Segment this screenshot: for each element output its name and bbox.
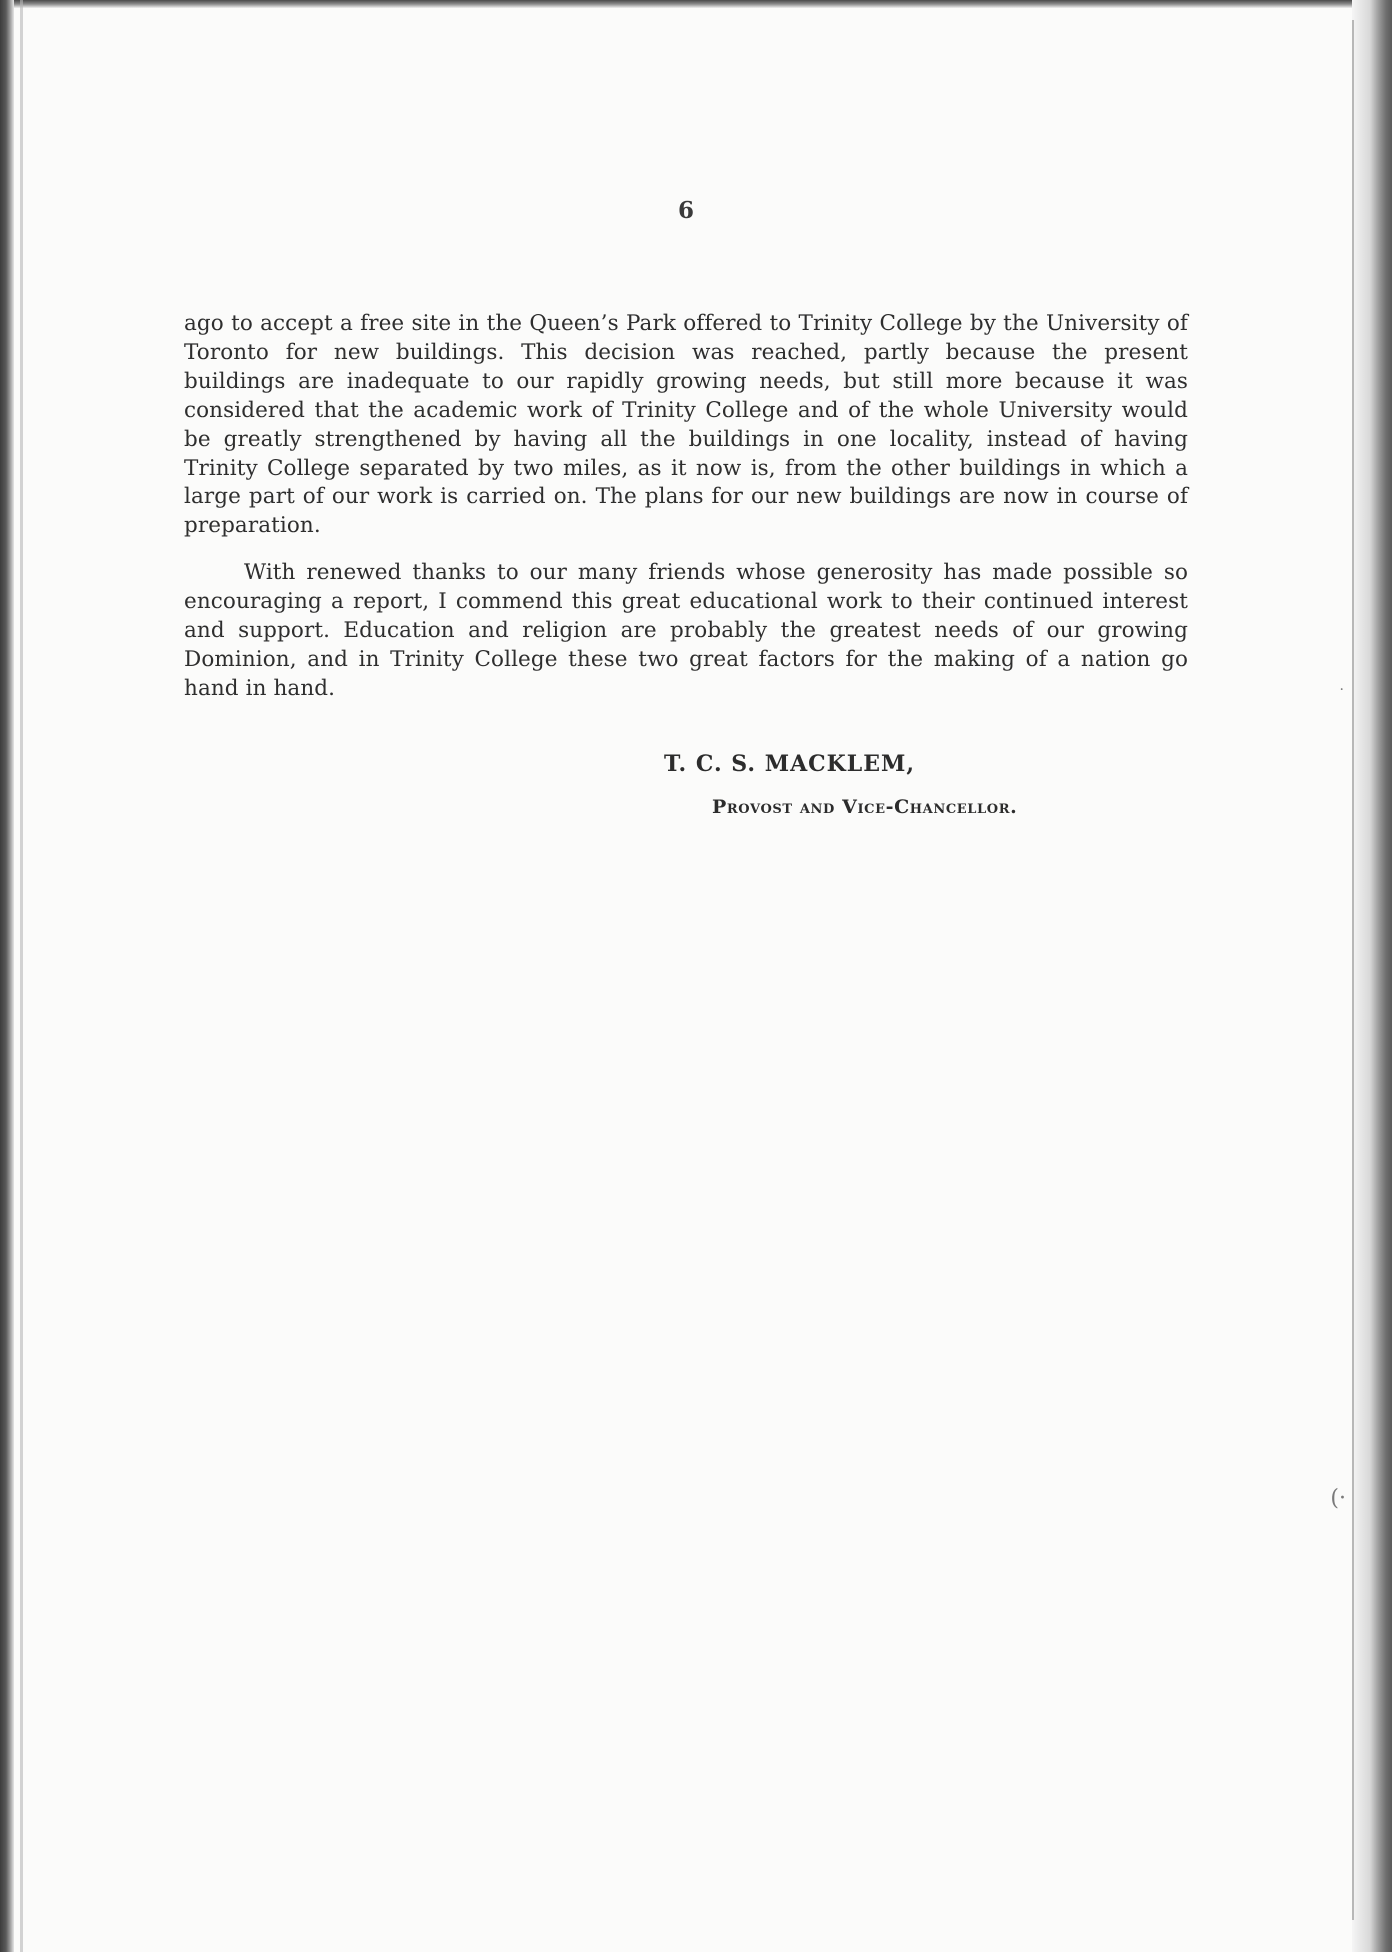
- scan-left-edge: [0, 0, 14, 1952]
- paragraph-2: With renewed thanks to our many friends whose generosity has made possible so encouraging a report, I commend this great educational work to their continued interest and support. Education and religion are probably the greatest needs of our growing Dominion, and in Trinity College these two great factors for the making of a nation go hand in hand.: [184, 560, 1188, 701]
- scan-top-edge: [0, 0, 1392, 8]
- body-text: [184, 310, 1188, 722]
- scan-right-edge: [1352, 0, 1392, 1952]
- page-number: 6: [677, 197, 694, 224]
- signature-name: T. C. S. MACKLEM,: [664, 751, 916, 777]
- signature-title: Provost and Vice-Chancellor.: [712, 796, 1018, 818]
- paragraph-1: ago to accept a free site in the Queen’s Park offered to Trinity College by the University of Toronto for new buildings. This decision was reached, partly because the present buildings are inadequate to our rapidly growing needs, but still more because it was considered that the academic work of Trinity College and of the whole University would be greatly strengthened by having all the buildings in one locality, instead of having Trinity College separated by two miles, as it now is, from the other buildings in which a large part of our work is carried on. The plans for our new buildings are now in course of preparation.: [184, 311, 1188, 539]
- margin-dot-mark: ·: [1339, 682, 1344, 698]
- margin-bracket-mark: (·: [1330, 1486, 1346, 1511]
- scan-left-edge-line: [20, 0, 23, 1952]
- scan-right-edge-line: [1352, 20, 1354, 1920]
